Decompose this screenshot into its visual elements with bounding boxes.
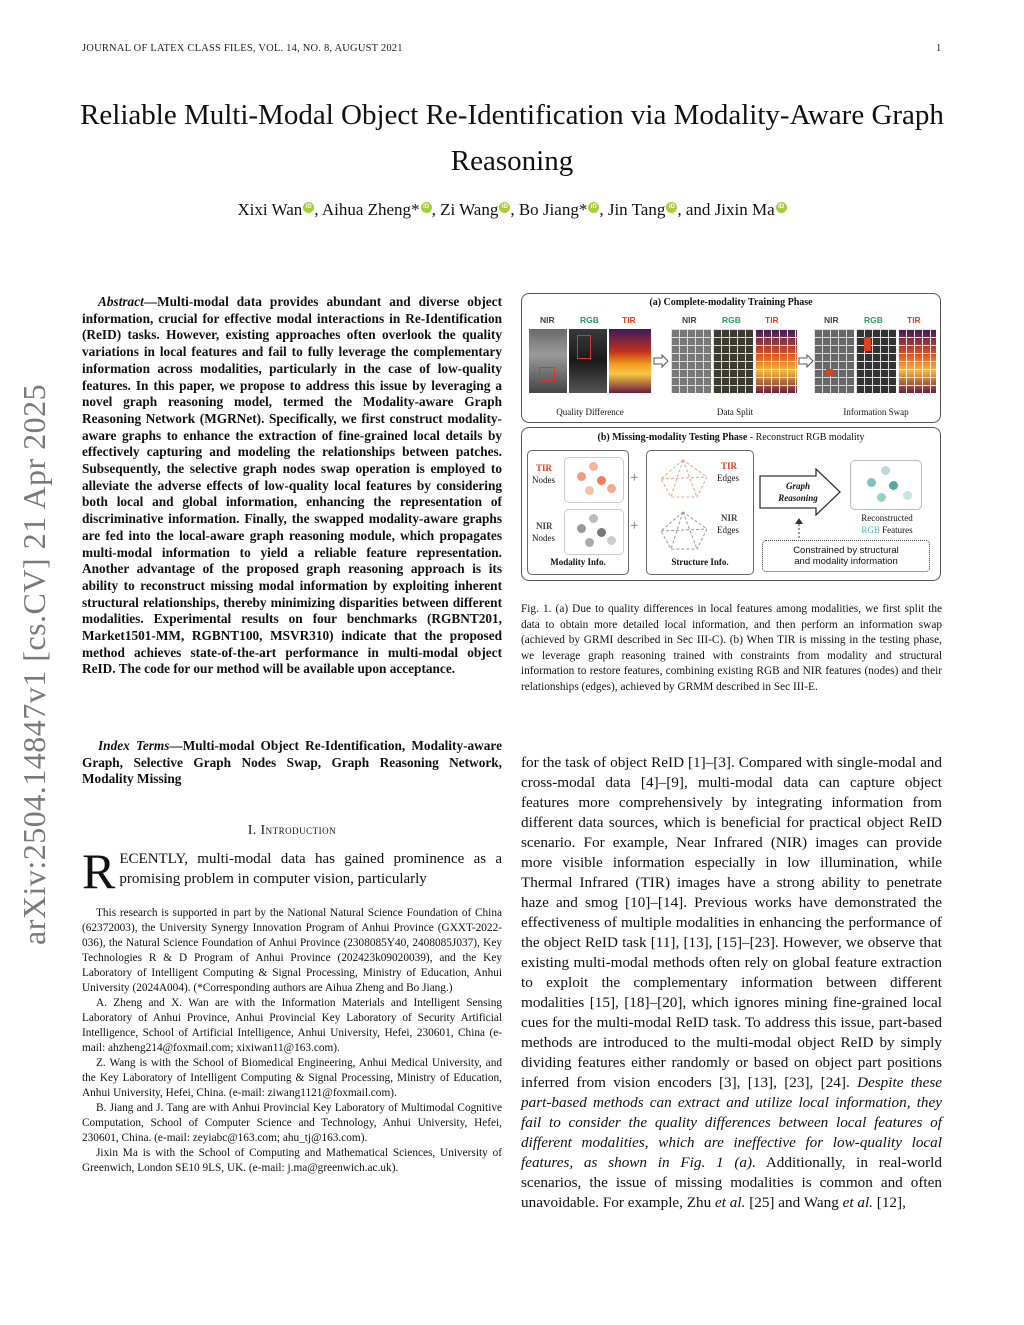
nir-edges-graph	[653, 509, 713, 553]
nir-swap-image	[814, 329, 854, 393]
graph-node	[877, 493, 886, 502]
orcid-icon[interactable]: iD	[499, 202, 510, 213]
panel-a-title: (a) Complete-modality Training Phase	[649, 297, 813, 308]
nir-nodes-label-1: NIR	[536, 521, 553, 531]
nir-grid-image	[671, 329, 711, 393]
index-terms	[82, 738, 502, 788]
modality-label-tir: TIR	[907, 315, 921, 325]
quality-box	[539, 367, 555, 381]
caption-information-swap: Information Swap	[843, 407, 909, 417]
caption-data-split: Data Split	[716, 407, 754, 417]
modality-label-rgb: RGB	[580, 315, 599, 325]
graph-node	[577, 472, 586, 481]
abstract-text: —Multi-modal data provides abundant and diverse object information, crucial for effective modal interactions in Re-Identification (ReID) tasks. However, existing approaches often overlook the quality variations in local features and fail to fully leverage the complementary information across modalities, particularly in the case of low-quality features. In this paper, we propose to address this issue by leveraging a novel graph reasoning model, termed the Modality-aware Graph Reasoning Network (MGRNet). Specifically, we first construct modality-aware graphs to enhance the extraction of fine-grained local details by effectively capturing and modeling the relationships between patches. Subsequently, the selective graph nodes swap operation is employed to alleviate the adverse effects of low-quality local features by considering both local and global information, enhancing the representation of discriminative information. Finally, the swapped modality-aware graphs are fed into the local-aware graph reasoning module, which propagates multi-modal information to yield a reliable feature representation. Another advantage of the proposed graph reasoning approach is its ability to reconstruct missing modal information by exploiting inherent structural relationships, thereby minimizing disparities between different modalities. Experimental results on four benchmarks (RGBNT201, Market1501-MM, RGBNT100, MSVR310) indicate that the proposed method achieves state-of-the-art performance in multi-modal object ReID. The code for our method will be available upon acceptance.	[82, 294, 502, 677]
author: Jin Tang	[607, 200, 666, 219]
structure-info-box	[646, 450, 754, 575]
intro-paragraph	[82, 843, 502, 899]
figure-1	[521, 293, 943, 581]
nir-nodes-label-2: Nodes	[532, 533, 555, 543]
author-list	[60, 200, 964, 220]
quality-box	[577, 335, 591, 359]
running-header: JOURNAL OF LATEX CLASS FILES, VOL. 14, NO. 8, AUGUST 2021	[82, 43, 403, 54]
graph-node	[903, 491, 912, 500]
graph-node	[589, 462, 598, 471]
figure-panel-b	[521, 427, 941, 581]
modality-label-nir: NIR	[682, 315, 697, 325]
reconstructed-line1: Reconstructed	[861, 513, 913, 523]
section-title: Introduction	[260, 822, 337, 837]
modality-label-rgb: RGB	[864, 315, 883, 325]
body-italic: et al.	[842, 1194, 873, 1211]
footnote: Z. Wang is with the School of Biomedical Engineering, Anhui Medical University, and the Key Laboratory of Intelligent Computing & Signal Processing, Ministry of Education, Anhui University, Hefei, China. (e-mail: ziwang1121@foxmail.com).	[82, 1057, 502, 1099]
panel-b-title	[522, 432, 940, 443]
panel-b-title-suffix: - Reconstruct RGB modality	[747, 432, 865, 443]
modality-info-label: Modality Info.	[550, 557, 606, 567]
modality-label-nir: NIR	[540, 315, 555, 325]
reconstructed-rgb: RGB	[861, 525, 880, 535]
modality-label-tir: TIR	[622, 315, 636, 325]
modality-info-box	[527, 450, 629, 575]
footnote: Jixin Ma is with the School of Computing and Mathematical Sciences, University of Greenwich, London SE10 9LS, UK. (e-mail: j.ma@greenwich.ac.uk).	[82, 1147, 502, 1174]
orcid-icon[interactable]: iD	[776, 202, 787, 213]
figure-caption: Fig. 1. (a) Due to quality differences in local features among modalities, we first split the data to obtain more detailed local information, and then perform an information swap (achieved by GRMI described in Sec III-C). (b) When TIR is missing in the testing phase, we leverage graph reasoning trained with constraints from modality and structural information to restore features, combining existing RGB and NIR features (nodes) and their relationships (edges), achieved by GRMM described in Sec III-E.	[521, 603, 942, 693]
reconstructed-cluster	[850, 460, 922, 510]
structure-info-label: Structure Info.	[671, 557, 729, 567]
index-terms-text: —Multi-modal Object Re-Identification, Modality-aware Graph, Selective Graph Nodes Swap, Graph Reasoning Network, Modality Missing	[82, 738, 502, 787]
arrow-right-icon	[798, 354, 814, 368]
graph-node	[577, 524, 586, 533]
graph-node	[607, 484, 616, 493]
modality-label-rgb: RGB	[722, 315, 741, 325]
tir-nodes-label-1: TIR	[536, 463, 553, 473]
author: Zi Wang	[440, 200, 499, 219]
body-text: [25] and Wang	[745, 1194, 843, 1211]
section-heading	[82, 822, 502, 838]
tir-edges-label-2: Edges	[717, 473, 739, 483]
graph-node	[607, 536, 616, 545]
graph-reasoning-label	[776, 480, 820, 504]
orcid-icon[interactable]: iD	[666, 202, 677, 213]
author: Xixi Wan	[237, 200, 303, 219]
right-column-text	[521, 753, 942, 1213]
intro-text: multi-modal data has gained prominence as a promising problem in computer vision, particularly	[119, 851, 502, 887]
index-terms-label: Index Terms	[98, 738, 170, 753]
body-text: for the task of object ReID [1]–[3]. Compared with single-modal and cross-modal data [4]–[9], multi-modal data can capture object features more comprehensively by integrating information from different data sources, which is beneficial for practical object ReID scenario. For example, Near Infrared (NIR) images can provide more visible information especially in low illumination, while Thermal Infrared (TIR) images have a strong ability to penetrate haze and smog [10]–[14]. Previous works have demonstrated the effectiveness of multiple modalities in enhancing the performance of the object ReID task [11], [13], [15]–[23]. However, we observe that existing multi-modal methods often rely on global feature extraction to exploit the complementary information between different modalities [15], [18]–[20], which ignores mining fine-grained local cues for the multi-modal ReID task. To address this issue, part-based methods are introduced to the multi-modal object ReID by simply dividing features either randomly or based on object part positions inferred from vision encoders [3], [13], [23], [24].	[521, 754, 942, 1091]
graph-node	[585, 538, 594, 547]
reconstructed-label	[844, 512, 930, 536]
tir-image	[609, 329, 651, 393]
orcid-icon[interactable]: iD	[421, 202, 432, 213]
orcid-icon[interactable]: iD	[303, 202, 314, 213]
body-italic: et al.	[715, 1194, 746, 1211]
swapped-patch	[826, 369, 833, 376]
author-sep: ,	[431, 200, 441, 219]
tir-edges-graph	[653, 457, 713, 501]
panel-b-title-bold: (b) Missing-modality Testing Phase	[597, 432, 748, 443]
author-sep: , and	[677, 200, 715, 219]
author: Jixin Ma	[714, 200, 775, 219]
graph-node	[881, 466, 890, 475]
dropcap: R	[82, 843, 116, 899]
graph-node	[597, 528, 606, 537]
footnote: A. Zheng and X. Wan are with the Information Materials and Intelligent Sensing Laboratory of Anhui Province, Anhui Provincial Key Laboratory of Security Artificial Intelligence, School of Artificial Intelligence, Anhui University, Hefei, 230601, China (e-mail: ahzheng214@foxmail.com; xixiwan11@163.com).	[82, 997, 502, 1054]
rgb-grid-image	[713, 329, 753, 393]
author-sep: ,	[510, 200, 519, 219]
graph-node	[597, 476, 606, 485]
body-italic: Despite these part-based methods can extract and utilize local information, they fail to consider the quality differences between local features of different modalities, which are ineffective for low-quality local features, as shown in Fig. 1 (a).	[521, 1074, 942, 1171]
abstract-label: Abstract	[98, 294, 144, 309]
footnotes	[82, 906, 502, 1176]
dotted-arrow-icon	[794, 518, 804, 540]
graph-reasoning-line2: Reasoning	[778, 493, 818, 503]
tir-grid-image	[755, 329, 797, 393]
nir-nodes-cluster	[564, 509, 624, 555]
graph-node	[867, 478, 876, 487]
footnote: This research is supported in part by the National Natural Science Foundation of China (62372003), the University Synergy Innovation Program of Anhui Province (GXXT-2022-036), the Natural Science Foundation of Anhui Province (2308085Y40, 2408085J037), Key Technologies R & D Program of Anhui Province (202423k09020039), and the Key Laboratory of Intelligent Computing & Signal Processing, Ministry of Education, Anhui University (2024A004). (*Corresponding authors are Aihua Zheng and Bo Jiang.)	[82, 907, 502, 994]
graph-reasoning-line1: Graph	[785, 481, 810, 491]
body-text: Additionally, in real-world scenarios, the issue of missing modalities is common and often unavoidable. For example, Zhu	[521, 1154, 942, 1211]
constraint-line1: Constrained by structural	[793, 545, 899, 556]
arrow-right-icon	[653, 354, 669, 368]
plus-sign: +	[630, 470, 639, 486]
constraint-box	[762, 540, 930, 572]
tir-nodes-cluster	[564, 457, 624, 503]
body-text: [12],	[872, 1194, 906, 1211]
swapped-patch	[864, 337, 871, 351]
tir-edges-label-1: TIR	[721, 461, 738, 471]
graph-node	[589, 514, 598, 523]
nir-edges-label-2: Edges	[717, 525, 739, 535]
author-sep: ,	[314, 200, 322, 219]
abstract	[82, 294, 502, 678]
reconstructed-features: Features	[882, 525, 913, 535]
footnote: B. Jiang and J. Tang are with Anhui Provincial Key Laboratory of Multimodal Cognitive Computation, School of Computer Science and Technology, Anhui University, Hefei, 230601, China. (e-mail: zeyiabc@163.com; ahu_tj@163.com).	[82, 1102, 502, 1144]
author: Bo Jiang*	[518, 200, 588, 219]
rgb-image	[569, 329, 607, 393]
plus-sign: +	[630, 518, 639, 534]
author-sep: ,	[599, 200, 608, 219]
graph-node	[585, 486, 594, 495]
section-number: I.	[247, 822, 257, 837]
graph-node	[889, 481, 898, 490]
paper-title: Reliable Multi-Modal Object Re-Identification via Modality-Aware Graph Reasoning	[80, 99, 944, 177]
tir-swap-image	[898, 329, 936, 393]
nir-edges-label-1: NIR	[721, 513, 738, 523]
modality-label-nir: NIR	[824, 315, 839, 325]
caption-quality-difference: Quality Difference	[556, 407, 624, 417]
nir-image	[529, 329, 567, 393]
author: Aihua Zheng*	[321, 200, 420, 219]
page-number: 1	[936, 43, 942, 54]
figure-panel-a	[521, 293, 941, 423]
arxiv-stamp: arXiv:2504.14847v1 [cs.CV] 21 Apr 2025	[16, 383, 52, 945]
orcid-icon[interactable]: iD	[588, 202, 599, 213]
rgb-swap-image	[856, 329, 896, 393]
intro-first-word: ECENTLY,	[119, 851, 188, 867]
tir-nodes-label-2: Nodes	[532, 475, 555, 485]
constraint-line2: and modality information	[794, 556, 898, 567]
modality-label-tir: TIR	[765, 315, 779, 325]
